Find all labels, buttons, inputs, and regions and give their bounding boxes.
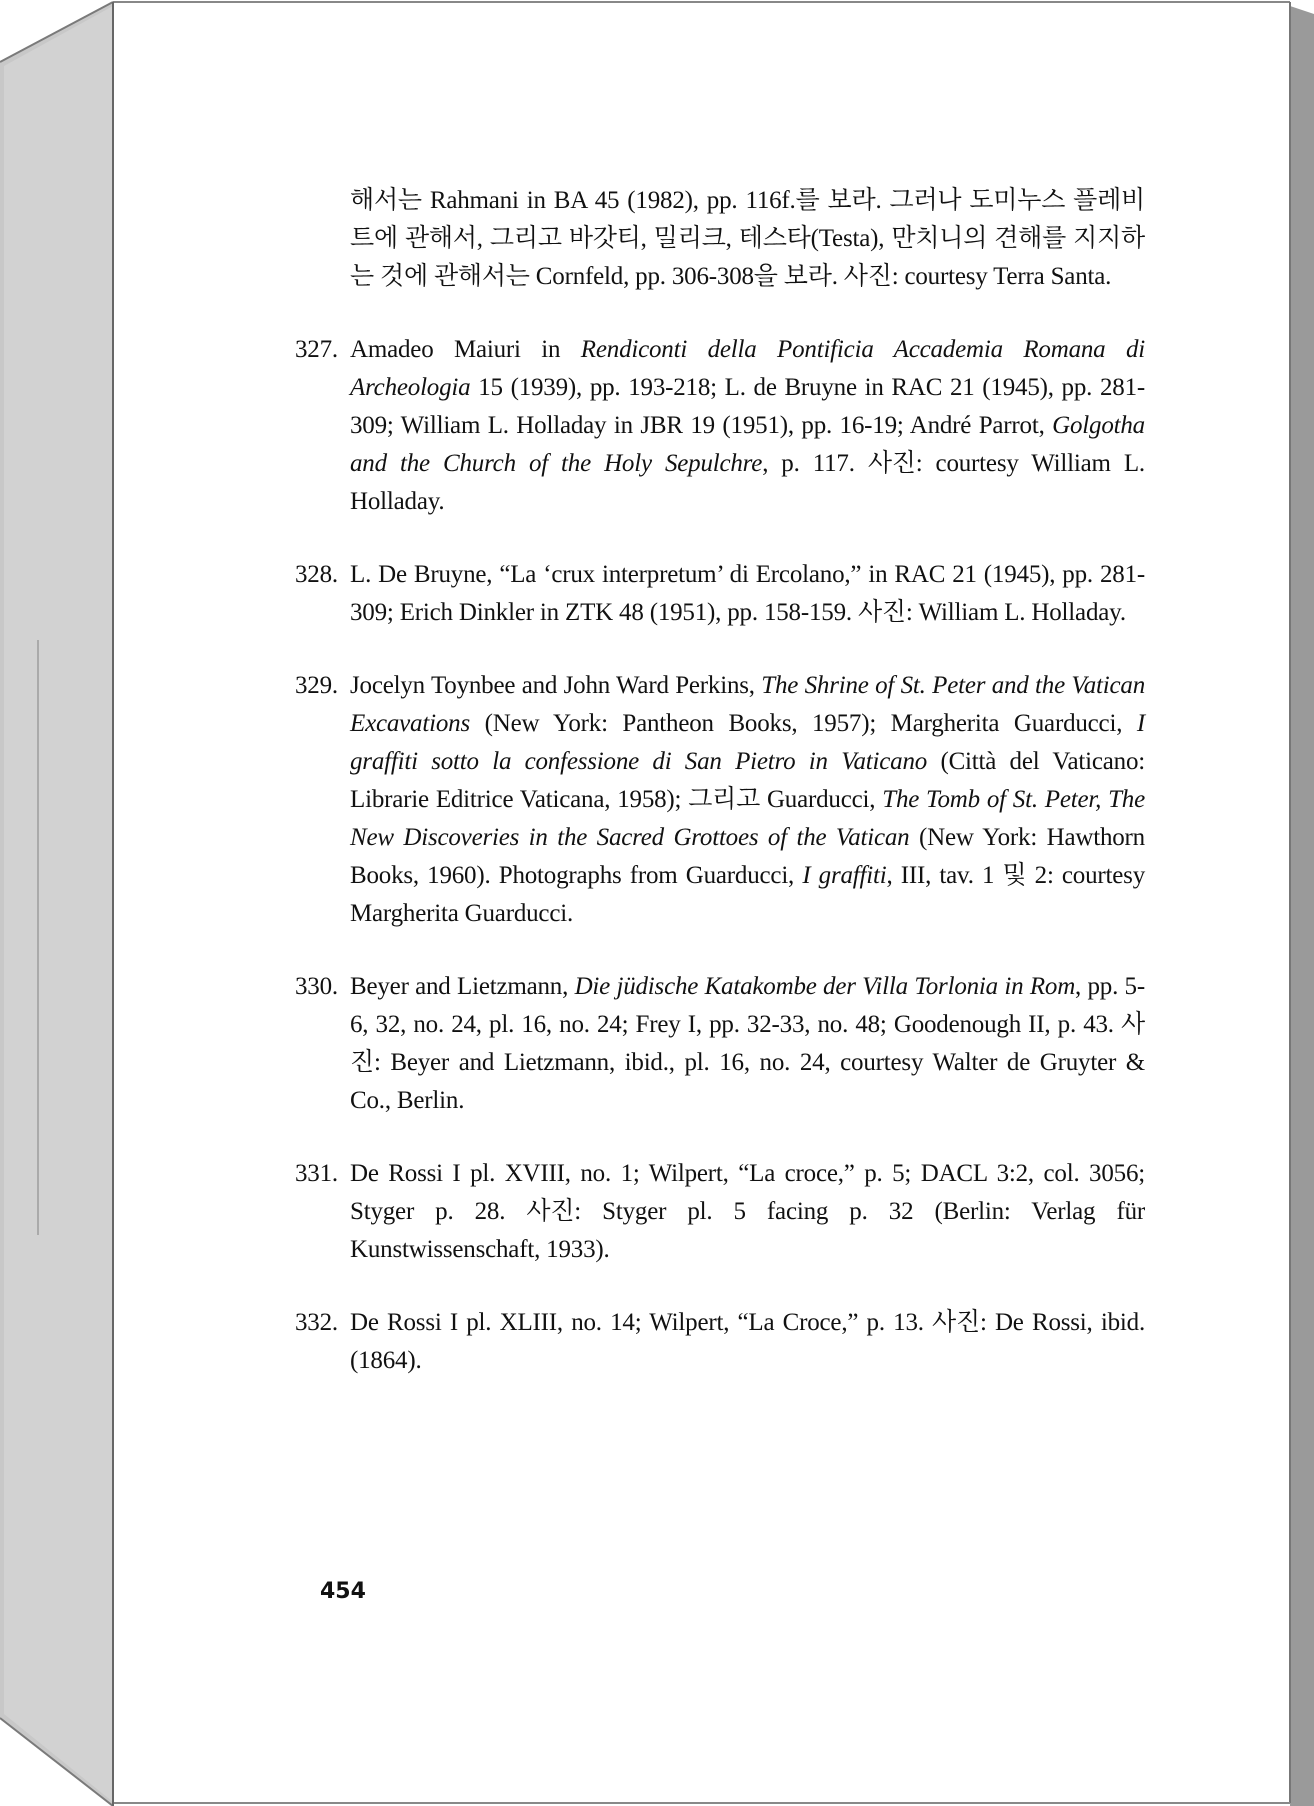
title-shrine: The Shrine of St. Peter and the Vatican Excavations	[350, 672, 1145, 737]
book-spine-face	[4, 6, 113, 1802]
note-body: Jocelyn Toynbee and John Ward Perkins, The Shrine of St. Peter and the Vatican Excavations (New York: Pantheon Books, 1957); Margherita Guarducci, I graffiti sotto la confessione di San Pietro in Vaticano (Città del Vaticano: Librarie Editrice Vaticana, 1958); 그리고 Guarducci, The Tomb of St. Peter, The New Discoveries in the Sacred Grottoes of the Vatican (New York: Hawthorn Books, 1960). Photographs from Guarducci, I graffiti, III, tav. 1 및 2: courtesy Margherita Guarducci.	[350, 672, 1146, 927]
title-graffiti-sotto: I graffiti sotto la confessione di San Pietro in Vaticano	[350, 710, 1145, 775]
note-number: 328.	[295, 561, 338, 588]
title-katakombe: Die jüdische Katakombe der Villa Torlonia in Rom	[574, 973, 1076, 1000]
note-332	[290, 1304, 1145, 1380]
title-tomb: The Tomb of St. Peter, The New Discoveries in the Sacred Grottoes of the Vatican	[350, 786, 1145, 851]
title-graffiti: I graffiti	[802, 862, 887, 889]
note-number: 332.	[295, 1309, 338, 1336]
page-shadow-right	[1290, 6, 1314, 1806]
note-number: 329.	[295, 672, 338, 699]
note-329	[290, 667, 1145, 933]
note-331	[290, 1155, 1145, 1269]
note-body: L. De Bruyne, “La ‘crux interpretum’ di Ercolano,” in RAC 21 (1945), pp. 281-309; Erich Dinkler in ZTK 48 (1951), pp. 158-159. 사진: William L. Holladay.	[350, 561, 1145, 626]
note-330	[290, 968, 1145, 1120]
note-body: Amadeo Maiuri in Rendiconti della Pontificia Accademia Romana di Archeologia 15 (1939), pp. 193-218; L. de Bruyne in RAC 21 (1945), pp. 281-309; William L. Holladay in JBR 19 (1951), pp. 16-19; André Parrot, Golgotha and the Church of the Holy Sepulchre, p. 117. 사진: courtesy William L. Holladay.	[350, 336, 1146, 515]
page-number: 454	[320, 1579, 366, 1604]
note-body: De Rossi I pl. XLIII, no. 14; Wilpert, “La Croce,” p. 13. 사진: De Rossi, ibid. (1864).	[350, 1309, 1145, 1374]
continued-note: 해서는 Rahmani in BA 45 (1982), pp. 116f.를 보라. 그러나 도미누스 플레비트에 관해서, 그리고 바갓티, 밀리크, 테스타(Testa), 만치니의 견해를 지지하는 것에 관해서는 Cornfeld, pp. 306-308을 보라. 사진: courtesy Terra Santa.	[350, 187, 1145, 290]
note-number: 331.	[295, 1160, 338, 1187]
title-golgotha: Golgotha and the Church of the Holy Sepulchre	[350, 412, 1145, 477]
note-number: 327.	[295, 336, 338, 363]
note-number: 330.	[295, 973, 338, 1000]
note-328	[290, 556, 1145, 632]
note-body: Beyer and Lietzmann, Die jüdische Katakombe der Villa Torlonia in Rom, pp. 5-6, 32, no. 24, pl. 16, no. 24; Frey I, pp. 32-33, no. 48; Goodenough II, p. 43. 사진: Beyer and Lietzmann, ibid., pl. 16, no. 24, courtesy Walter de Gruyter & Co., Berlin.	[350, 973, 1145, 1114]
note-body: De Rossi I pl. XVIII, no. 1; Wilpert, “La croce,” p. 5; DACL 3:2, col. 3056; Styger p. 28. 사진: Styger pl. 5 facing p. 32 (Berlin: Verlag für Kunstwissenschaft, 1933).	[350, 1160, 1145, 1263]
page-text	[290, 182, 1145, 1415]
note-327	[290, 331, 1145, 521]
title-rendiconti: Rendiconti della Pontificia Accademia Romana di Archeologia	[350, 336, 1146, 401]
